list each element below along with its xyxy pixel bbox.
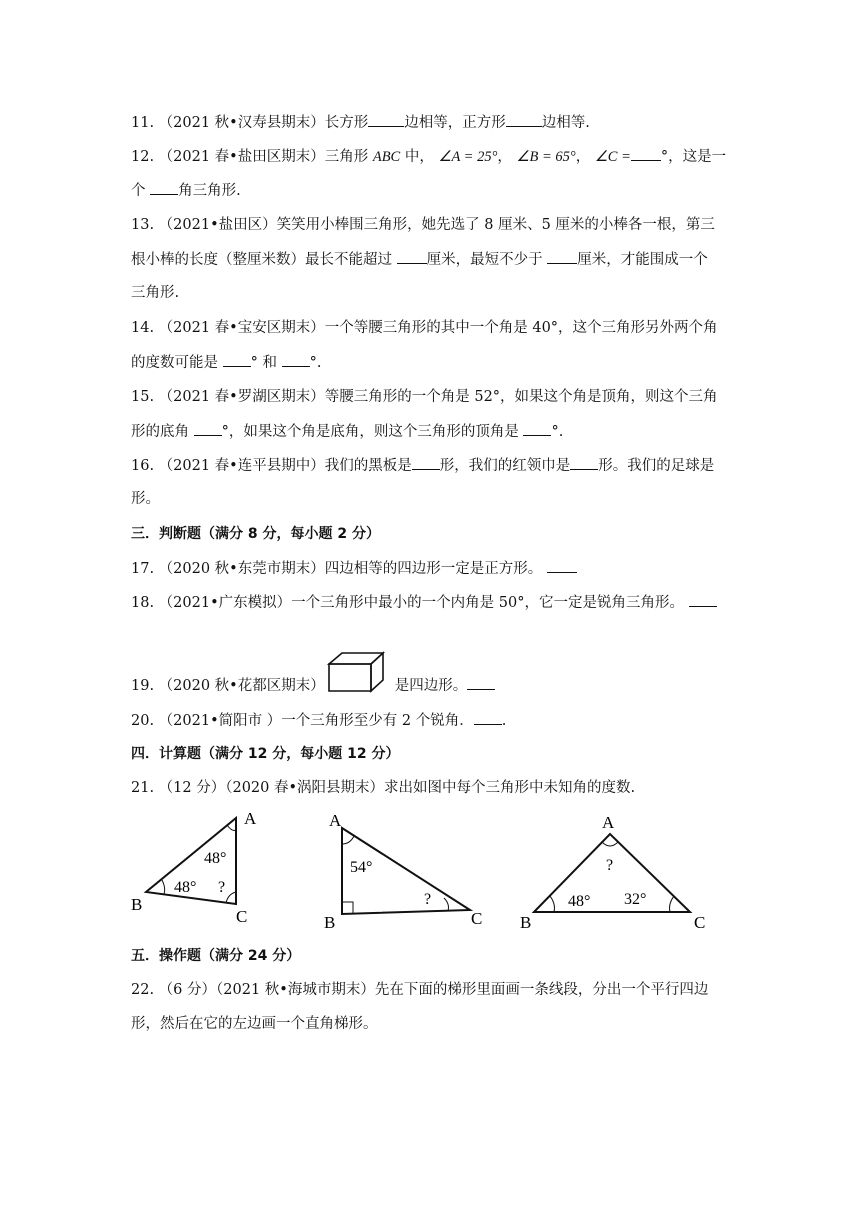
question-15: 15. （2021 春•罗湖区期末）等腰三角形的一个角是 52°，如果这个角是顶角，则这个三角 — [131, 389, 718, 405]
angle-label: 32° — [624, 891, 647, 908]
question-source: （2020 秋•花都区期末） — [158, 678, 325, 694]
answer-blank[interactable] — [223, 352, 251, 367]
question-source: （2021 春•宝安区期末） — [158, 320, 325, 336]
answer-blank[interactable] — [547, 249, 577, 264]
triangle-1-figure — [128, 806, 268, 924]
question-20: 20. （2021•简阳市 ）一个三角形至少有 2 个锐角． . — [131, 710, 506, 731]
question-source: （2021 春•连平县期中） — [158, 458, 325, 474]
answer-blank[interactable] — [474, 710, 502, 725]
vertex-label: B — [520, 913, 532, 930]
question-source: （2021 秋•海城市期末） — [216, 982, 375, 998]
question-13-line-3: 三角形. — [131, 285, 180, 301]
question-number: 17. — [131, 561, 155, 577]
triangle-3-figure — [516, 806, 716, 930]
question-15-line-2: 形的底角 °，如果这个角是底角，则这个三角形的顶角是 °. — [131, 421, 563, 442]
question-source: （2021•简阳市 ） — [158, 713, 282, 729]
unknown-angle-label: ? — [606, 857, 614, 874]
angle-label: 48° — [568, 893, 591, 910]
answer-blank[interactable] — [467, 675, 495, 690]
question-number: 22. — [131, 982, 155, 998]
answer-blank[interactable] — [194, 421, 222, 436]
question-score: （12 分） — [158, 780, 226, 796]
vertex-label: C — [694, 913, 706, 930]
vertex-label: C — [236, 907, 248, 924]
unknown-angle-label: ? — [218, 879, 226, 896]
question-17: 17. （2020 秋•东莞市期末）四边相等的四边形一定是正方形。 — [131, 558, 577, 579]
question-22-line-2: 形，然后在它的左边画一个直角梯形。 — [131, 1016, 378, 1032]
question-source: （2021 秋•汉寿县期末） — [158, 115, 325, 131]
question-14-line-2: 的度数可能是 ° 和 °. — [131, 352, 321, 373]
question-22: 22. （6 分）（2021 秋•海城市期末）先在下面的梯形里面画一条线段，分出一个平行四边 — [131, 982, 709, 998]
answer-blank[interactable] — [282, 352, 310, 367]
question-number: 13. — [131, 217, 155, 233]
question-source: （2020 春•涡阳县期末） — [225, 780, 385, 796]
question-source: （2021•盐田区） — [158, 217, 277, 233]
question-18: 18. （2021•广东模拟）一个三角形中最小的一个内角是 50°，它一定是锐角三角形。 — [131, 592, 717, 613]
answer-blank[interactable] — [689, 592, 717, 607]
question-number: 21. — [131, 780, 155, 796]
answer-blank[interactable] — [397, 249, 427, 264]
answer-blank[interactable] — [506, 112, 542, 127]
question-19: 19. （2020 秋•花都区期末） 是四边形。 — [131, 675, 495, 696]
vertex-label: A — [244, 809, 257, 828]
answer-blank[interactable] — [150, 180, 178, 195]
answer-blank[interactable] — [412, 455, 440, 470]
question-13-line-2: 根小棒的长度（整厘米数）最长不能超过 厘米，最短不少于 厘米，才能围成一个 — [131, 249, 708, 270]
question-source: （2021•广东模拟） — [158, 595, 292, 611]
vertex-label: A — [602, 813, 615, 832]
question-score: （6 分） — [158, 982, 217, 998]
question-number: 19. — [131, 678, 155, 694]
question-12: 12. （2021 春•盐田区期末）三角形 ABC 中， ∠A = 25°， ∠B = 65°， ∠C = °，这是一 — [131, 146, 726, 167]
triangle-2-figure — [320, 806, 495, 930]
question-21: 21. （12 分）（2020 春•涡阳县期末）求出如图中每个三角形中未知角的度数. — [131, 780, 636, 796]
question-12-line-2: 个 角三角形. — [131, 180, 241, 201]
section-heading-judgment: 三．判断题（满分 8 分，每小题 2 分） — [131, 526, 380, 542]
question-number: 15. — [131, 389, 155, 405]
question-source: （2020 秋•东莞市期末） — [158, 561, 325, 577]
question-number: 14. — [131, 320, 155, 336]
vertex-label: C — [471, 909, 483, 928]
question-16-line-2: 形。 — [131, 491, 160, 507]
question-14: 14. （2021 春•宝安区期末）一个等腰三角形的其中一个角是 40°，这个三角形另外两个角 — [131, 320, 718, 336]
question-source: （2021 春•罗湖区期末） — [158, 389, 325, 405]
vertex-label: B — [324, 913, 336, 930]
unknown-angle-label: ? — [424, 891, 432, 908]
answer-blank[interactable] — [631, 146, 661, 161]
answer-blank[interactable] — [523, 421, 551, 436]
angle-label: 54° — [350, 859, 373, 876]
section-heading-operation: 五．操作题（满分 24 分） — [131, 948, 301, 964]
question-number: 12. — [131, 149, 155, 165]
question-source: （2021 春•盐田区期末） — [158, 149, 325, 165]
vertex-label: A — [329, 811, 342, 830]
answer-blank[interactable] — [368, 112, 404, 127]
angle-label: 48° — [204, 850, 227, 867]
question-11: 11. （2021 秋•汉寿县期末）长方形 边相等，正方形 边相等. — [131, 112, 590, 133]
section-heading-calculation: 四．计算题（满分 12 分，每小题 12 分） — [131, 746, 400, 762]
answer-blank[interactable] — [547, 558, 577, 573]
question-number: 16. — [131, 458, 155, 474]
question-number: 11. — [131, 115, 155, 131]
question-16: 16. （2021 春•连平县期中）我们的黑板是 形，我们的红领巾是 形。我们的足球是 — [131, 455, 714, 476]
angle-label: 48° — [174, 879, 197, 896]
question-13: 13. （2021•盐田区）笑笑用小棒围三角形，她先选了 8 厘米、5 厘米的小棒各一根，第三 — [131, 217, 715, 233]
question-number: 18. — [131, 595, 155, 611]
vertex-label: B — [131, 895, 143, 914]
question-number: 20. — [131, 713, 155, 729]
answer-blank[interactable] — [570, 455, 598, 470]
